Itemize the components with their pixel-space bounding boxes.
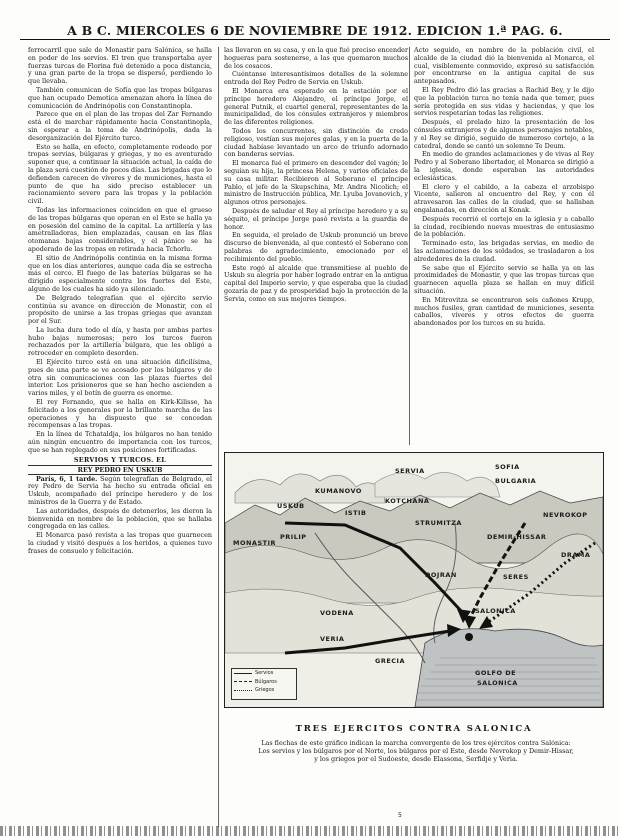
column-rule xyxy=(409,47,410,445)
label-golfo: GOLFO DE xyxy=(475,669,517,677)
legend-line-dashed xyxy=(234,681,252,682)
dateline: París, 6, 1 tarde. xyxy=(36,474,98,483)
column-rule xyxy=(218,47,219,827)
legend-line-solid xyxy=(234,673,252,674)
label-bulgaria: BULGARIA xyxy=(495,477,537,485)
article-paragraph: En Mitrovitza se encontraron seis cañones Krupp, muchos fusiles, gran cantidad de municiones, sesenta caballos, víveres y otros efectos de guerra abandonados por los turcos en su huída. xyxy=(414,295,594,328)
label-uskub: USKUB xyxy=(277,502,305,510)
label-seres: SERES xyxy=(503,573,529,581)
page-bottom-edge xyxy=(0,826,620,836)
article-paragraph: las llevaron en su casa, y en la que fué preciso encender hogueras para sostenerse, a las que quemaron muchos de los cosacos. xyxy=(224,46,408,70)
label-monastir: MONASTIR xyxy=(233,539,277,547)
article-paragraph: También comunican de Sofía que las tropas búlgaras que han ocupado Demotica amenazan ahora la línea de comunicación de Andrinópolis con Constantinopla. xyxy=(28,85,212,110)
label-dojran: DOJRAN xyxy=(425,571,457,579)
article-paragraph: El Monarca era esperado en la estación por el príncipe heredero Alejandro, el príncipe Jorge, el general Putnik, el cuartel general, representantes de la municipalidad, de los cónsules extranjeros y miembros de las diferentes religiones. xyxy=(224,86,408,127)
label-golfo-2: SALONICA xyxy=(477,679,518,687)
article-paragraph: De Belgrado telegrafían que el ejército servio continúa su avance en dirección de Monastir, con el propósito de unirse a las tropas griegas que avanzan por el Sur. xyxy=(28,293,212,326)
article-paragraph: Después de saludar el Rey al príncipe heredero y a su séquito, el príncipe Jorge pasó revista a la guardia de honor. xyxy=(224,206,408,231)
article-paragraph: El Ejército turco está en una situación dificilísima, pues de una parte se ve acosado por los búlgaros y de otra sin comunicaciones con las plazas fuertes del interior. Los prisioneros que se han hecho ascienden a varios miles, y el botín de guerra es enorme. xyxy=(28,358,212,398)
article-paragraph: Después, el prelado hizo la presentación de los cónsules extranjeros y de algunos personajes notables, y el Rey se dirigió, seguido de numeroso cortejo, a la catedral, donde se cantó un solemne Te Deum. xyxy=(414,118,594,150)
article-paragraph: En seguida, el prelado de Uskub pronunció un breve discurso de bienvenida, al que contestó el Soberano con palabras de agradecimiento, emocionado por el recibimiento del pueblo. xyxy=(224,231,408,263)
article-paragraph: El Monarca pasó revista a las tropas que guarnecen la ciudad y visitó después a los heridos, a quienes tuvo frases de consuelo y felicitación. xyxy=(28,531,212,555)
column-2 xyxy=(224,47,408,449)
article-paragraph: Todos los concurrentes, sin distinción de credo religioso, vestían sus mejores galas, y en la puerta de la ciudad habíase levantado un arco de triunfo adornado con banderas servias. xyxy=(224,126,408,159)
salonica-city-marker xyxy=(465,633,473,641)
column-3 xyxy=(414,47,594,449)
label-strumitza: STRUMITZA xyxy=(415,519,462,527)
article-paragraph: Todas las informaciones coinciden en que el grueso de las tropas búlgaras que operan en el Este se halla ya en posesión del camino de la capital. La artillería y las ametralladoras, bien emplazadas, causan en las filas otomanas bajas considerables, y el pánico se ha apoderado de las tropas en retirada hacia Tchorlu. xyxy=(28,205,212,253)
column-1 xyxy=(28,47,212,637)
caption-line: Los servios y los búlgaros por el Norte, los búlgaros por el Este, desde Nevrokop y Demir-Hissar, xyxy=(258,746,574,755)
article-paragraph: Acto seguido, en nombre de la población civil, el alcalde de la ciudad dió la bienvenida al Monarca, el cual, visiblemente conmovido, expresó su satisfacción por encontrarse en la antigua capital de sus antepasados. xyxy=(414,46,594,86)
label-vodena: VODENA xyxy=(320,609,354,617)
article-paragraph: El rey Fernando, que se halla en Kirk-Kilisse, ha felicitado a los generales por la brillante marcha de las operaciones y ha dispuesto que se concedan recompensas a las tropas. xyxy=(28,398,212,430)
article-paragraph: En medio de grandes aclamaciones y de vivas al Rey Pedro y al Soberano libertador, el Monarca se dirigió a la iglesia, donde esperaban las autoridades eclesiásticas. xyxy=(414,150,594,182)
label-nevrokop: NEVROKOP xyxy=(543,511,588,519)
section-subtitle: REY PEDRO EN USKUB xyxy=(28,465,212,475)
legend-line-dotted xyxy=(234,690,252,691)
label-kotchana: KOTCHANA xyxy=(385,497,430,505)
article-paragraph: Según telegrafían de Belgrado, el rey Pedro de Servia ha hecho su entrada oficial en Uskub, acompañado del príncipe heredero y de los ministros de la Guerra y de Estado. xyxy=(28,474,212,507)
header-title: A B C. MIERCOLES 6 DE NOVIEMBRE DE 1912. EDICION 1.ª PAG. 6. xyxy=(67,23,563,38)
legend-item xyxy=(232,686,296,695)
legend-label: Búlgaros xyxy=(255,678,277,685)
legend-label: Griegos xyxy=(255,687,275,693)
legend-item xyxy=(232,669,296,678)
page-mark: 5 xyxy=(398,812,402,819)
article-paragraph: El Rey Pedro dió las gracias a Rachid Bey, y le dijo que la población turca no tenía nada que temer, pues sería protegida en sus vidas y haciendas, y que los servios respetarían todas las religiones. xyxy=(414,85,594,118)
section-title: SERVIOS Y TURCOS. EL xyxy=(73,455,167,464)
map-caption-text xyxy=(230,740,602,763)
article-paragraph: En la línea de Tchataldja, los búlgaros no han tenido aún ningún encuentro de importancia con los turcos, que se han replegado en sus posiciones fortificadas. xyxy=(28,430,212,454)
label-istib: ISTIB xyxy=(345,509,367,517)
article-paragraph: Las autoridades, después de detenerlos, les dieron la bienvenida en nombre de la población, que se hallaba congregada en las calles. xyxy=(28,506,212,531)
legend-label: Servios xyxy=(255,670,274,676)
caption-line: y los griegos por el Sudoeste, desde Elassona, Serfidje y Veria. xyxy=(314,754,518,763)
article-paragraph: Se sabe que el Ejército servio se halla ya en las proximidades de Monastir, y que las tropas turcas que guarnecen aquella plaza se hallan en muy difícil situación. xyxy=(414,263,594,295)
article-paragraph: El sitio de Andrinópolis continúa en la misma forma que en los días anteriores, aunque cada día se estrecha más el cerco. El fuego de las baterías búlgaras se ha dirigido especialmente contra los fuertes del Este, alguno de los cuales ha sido ya silenciado. xyxy=(28,253,212,293)
article-paragraph: Este rogó al alcalde que transmitiese al pueblo de Uskub su alegría por haber logrado entrar en la antigua capital del Imperio servio, y que esperaba que la ciudad gozaría de paz y de prosperidad bajo la protección de la Servia, como en sus mejores tiempos. xyxy=(224,263,408,303)
article-paragraph: El monarca fué el primero en descender del vagón; le seguían su hija, la princesa Helena, y varios oficiales de su casa militar. Recibieron al Soberano el príncipe Pablo, el jefe de la Skupschina, Mr. Andra Nicolich; el ministro de Instrucción pública, Mr. Lyuba Jovanovich, y algunos otros personajes. xyxy=(224,159,408,207)
article-paragraph: Cuéntanse interesantísimos detalles de la solemne entrada del Rey Pedro de Servia en Uskub. xyxy=(224,70,408,87)
label-grecia: GRECIA xyxy=(375,657,405,665)
map-caption-title: TRES EJERCITOS CONTRA SALONICA xyxy=(295,724,533,734)
label-demir-hissar: DEMIR-HISSAR xyxy=(487,533,547,541)
article-paragraph: Terminado esto, las brigadas servias, en medio de las aclamaciones de los soldados, se trasladaron a los alrededores de la ciudad. xyxy=(414,239,594,263)
article-paragraph: La lucha dura todo el día, y hasta por ambas partes hubo bajas numerosas; pero los turcos fueron rechazados por la artillería búlgara, que les obligó a retroceder en completo desorden. xyxy=(28,325,212,358)
article-paragraph: Después recorrió el cortejo en la iglesia y a caballo la ciudad, recibiendo nuevas muestras de entusiasmo de la población. xyxy=(414,214,594,239)
page-header xyxy=(20,23,610,40)
article-paragraph: ferrocarril que sale de Monastir para Salónica, se halla en poder de los servios. El tren que transportaba ayer fuerzas turcas de Florina fué detenido a poca distancia, y una gran parte de la tropa se dispersó, perdiendo lo que llevaba. xyxy=(28,46,212,86)
label-drama: DRAMA xyxy=(561,551,591,559)
label-prilip: PRILIP xyxy=(280,533,307,541)
label-salonica: SALONICA xyxy=(475,607,516,615)
label-veria: VERIA xyxy=(320,635,345,643)
label-sofia: SOFIA xyxy=(495,463,520,471)
caption-line: Las flechas de este gráfico indican la marcha convergente de los tres ejércitos contra Salónica: xyxy=(261,739,571,747)
legend-item xyxy=(232,678,296,687)
article-paragraph: Esto se halla, en efecto, completamente rodeado por tropas servias, búlgaras y griegas, y no es aventurado suponer que, a continuar la situación actual, la caída de la plaza será cuestión de pocos días. Las brigadas que lo defienden carecen de víveres y de municiones, hasta el punto de que ha sido preciso establecer un racionamiento severo para las tropas y la población civil. xyxy=(28,142,212,206)
article-paragraph: Parece que en el plan de las tropas del Zar Fernando está el de marchar rápidamente hacia Constantinopla, sin esperar a la toma de Andrinópolis, dada la desorganización del Ejército turco. xyxy=(28,110,212,142)
article-paragraph: El clero y el cabildo, a la cabeza el arzobispo Vicente, salieron al encuentro del Rey, y con él atravesaron las calles de la ciudad, que se hallaban engalanadas, en dirección al Konak. xyxy=(414,182,594,214)
map-legend xyxy=(231,668,297,700)
label-servia: SERVIA xyxy=(395,467,425,475)
label-kumanovo: KUMANOVO xyxy=(315,487,362,495)
